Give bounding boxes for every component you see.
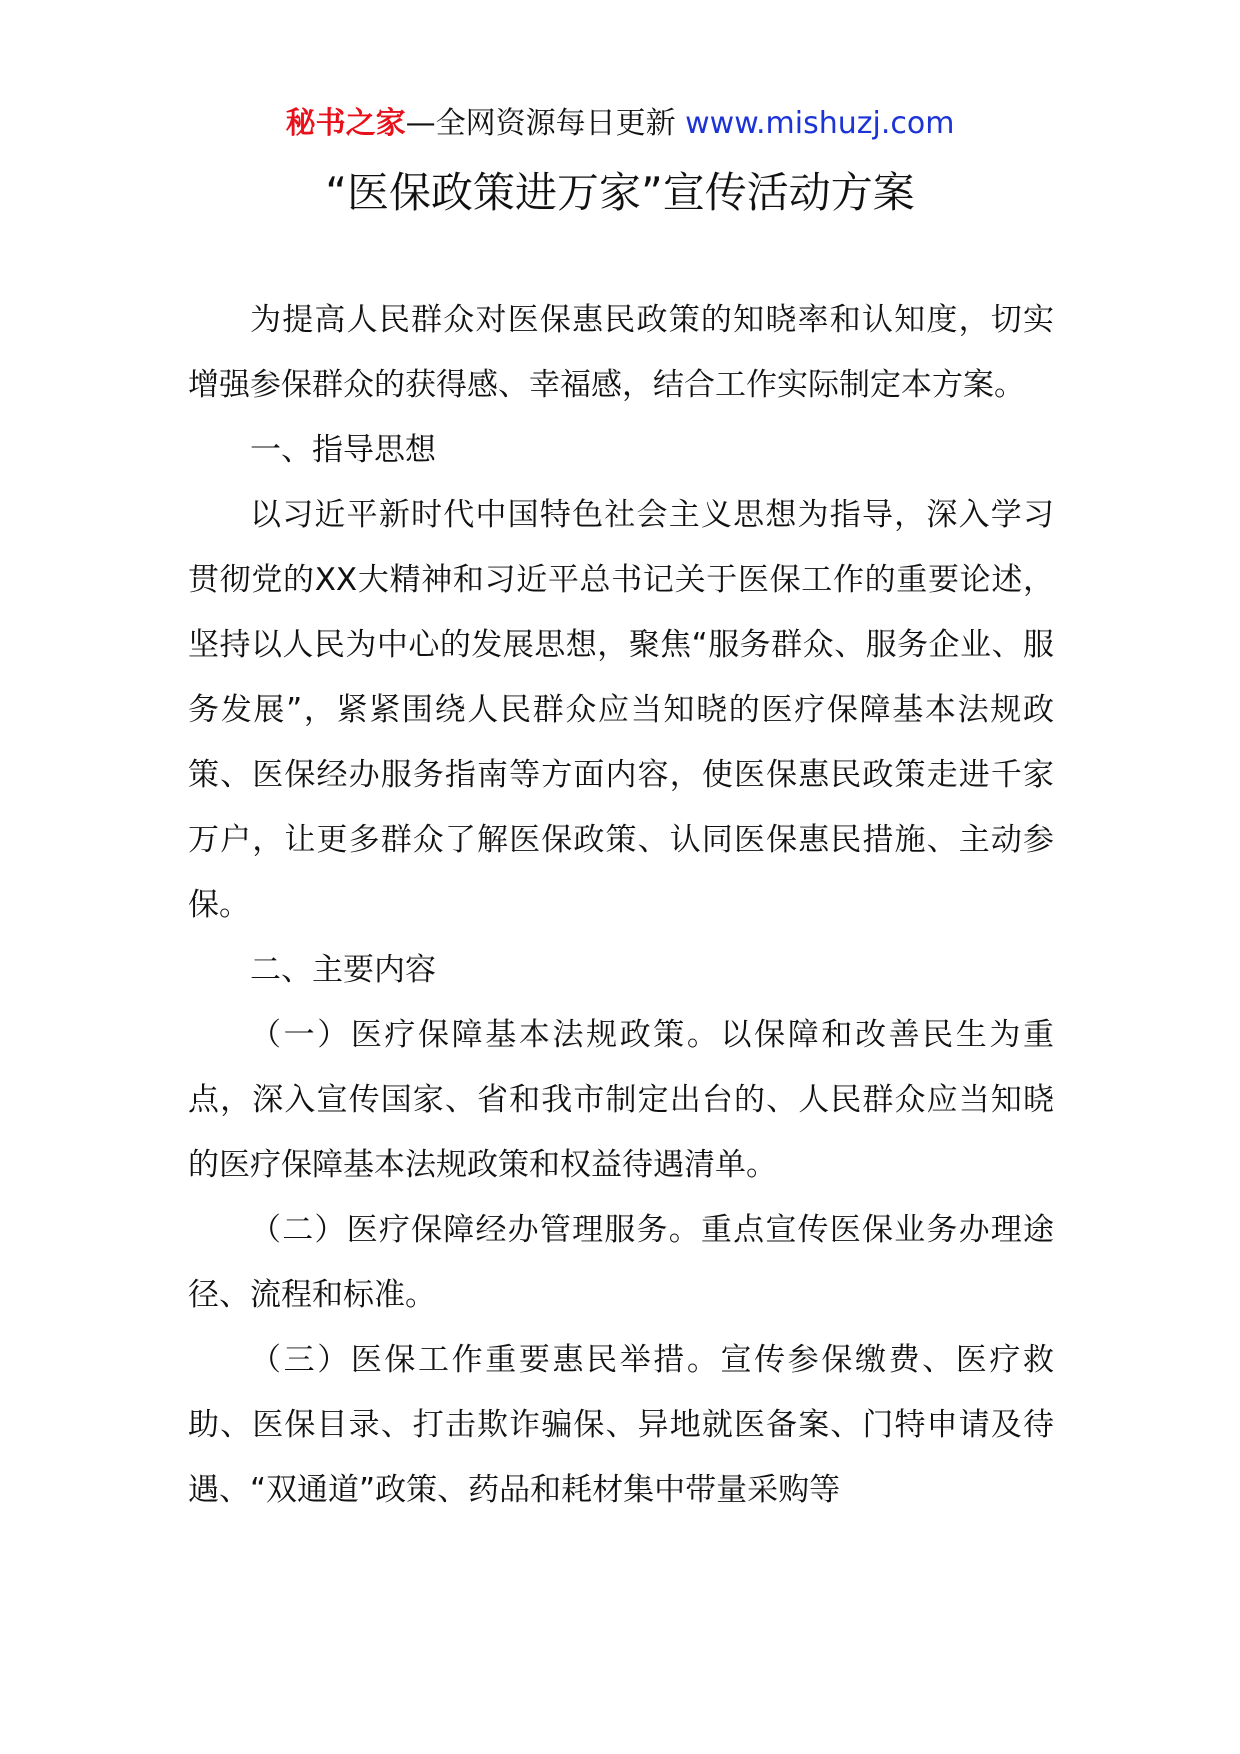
section-heading-main-content: 二、主要内容: [250, 952, 436, 988]
header-tagline: —全网资源每日更新: [405, 106, 676, 141]
site-header: [0, 100, 1240, 148]
content-item-2: （二）医疗保障经办管理服务。重点宣传医保业务办理途径、流程和标准。: [188, 1212, 1054, 1313]
document-body: [188, 288, 1054, 1523]
document-title: “医保政策进万家”宣传活动方案: [325, 168, 915, 217]
section-heading-guiding-ideology: 一、指导思想: [250, 432, 436, 468]
brand-name: 秘书之家: [285, 106, 406, 141]
content-item-1: （一）医疗保障基本法规政策。以保障和改善民生为重点，深入宣传国家、省和我市制定出台的、人民群众应当知晓的医疗保障基本法规政策和权益待遇清单。: [188, 1017, 1054, 1183]
intro-paragraph: 为提高人民群众对医保惠民政策的知晓率和认知度，切实增强参保群众的获得感、幸福感，结合工作实际制定本方案。: [188, 302, 1054, 403]
guiding-ideology-paragraph: 以习近平新时代中国特色社会主义思想为指导，深入学习贯彻党的XX大精神和习近平总书记关于医保工作的重要论述，坚持以人民为中心的发展思想，聚焦“服务群众、服务企业、服务发展”，紧紧围绕人民群众应当知晓的医疗保障基本法规政策、医保经办服务指南等方面内容，使医保惠民政策走进千家万户，让更多群众了解医保政策、认同医保惠民措施、主动参保。: [188, 497, 1054, 923]
content-item-3: （三）医保工作重要惠民举措。宣传参保缴费、医疗救助、医保目录、打击欺诈骗保、异地就医备案、门特申请及待遇、“双通道”政策、药品和耗材集中带量采购等: [188, 1342, 1054, 1508]
site-url-link[interactable]: www.mishuzj.com: [685, 106, 955, 141]
